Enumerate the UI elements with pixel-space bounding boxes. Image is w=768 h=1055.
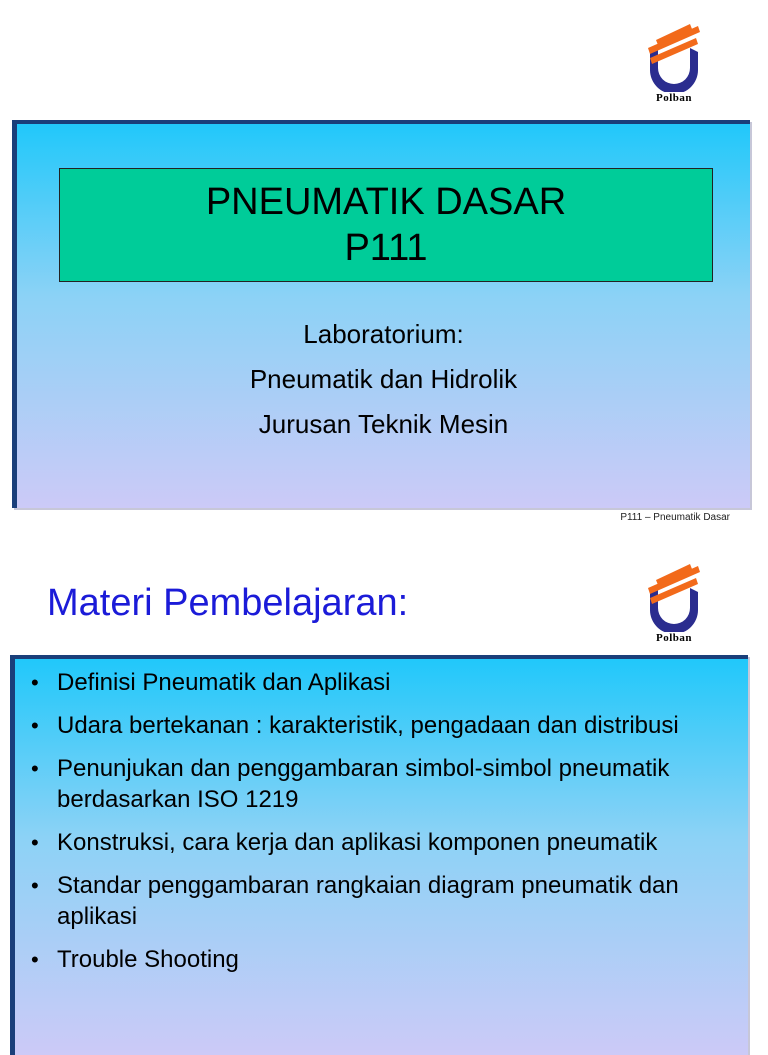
list-item-text: Penunjukan dan penggambaran simbol-simbol pneumatik berdasarkan ISO 1219 <box>57 755 670 813</box>
bullet-icon: • <box>31 756 39 781</box>
list-item <box>27 944 732 975</box>
bullet-icon: • <box>31 873 39 898</box>
topic-list <box>27 667 732 987</box>
polban-logo <box>636 18 712 112</box>
list-item-text: Standar penggambaran rangkaian diagram pneumatik dan aplikasi <box>57 872 679 930</box>
lab-info-line: Pneumatik dan Hidrolik <box>249 364 518 394</box>
list-item-text: Konstruksi, cara kerja dan aplikasi komponen pneumatik <box>57 829 658 856</box>
list-item <box>27 870 732 932</box>
lab-info <box>17 312 750 447</box>
list-item-text: Definisi Pneumatik dan Aplikasi <box>57 669 391 696</box>
polban-logo-icon <box>636 558 712 632</box>
lab-info-line: Jurusan Teknik Mesin <box>258 409 509 439</box>
content-panel <box>10 655 748 1055</box>
bullet-icon: • <box>31 713 39 738</box>
lab-info-line: Laboratorium: <box>303 319 464 349</box>
list-item <box>27 827 732 858</box>
bullet-icon: • <box>31 830 39 855</box>
list-item <box>27 753 732 815</box>
polban-logo <box>636 558 712 652</box>
bullet-icon: • <box>31 670 39 695</box>
title-slide-panel <box>12 120 750 508</box>
bullet-icon: • <box>31 947 39 972</box>
list-item <box>27 667 732 698</box>
logo-text: Polban <box>655 632 692 644</box>
slide-footer: P111 – Pneumatik Dasar <box>620 512 730 523</box>
course-title: PNEUMATIK DASAR <box>205 181 567 223</box>
list-item-text: Trouble Shooting <box>57 946 239 973</box>
logo-text: Polban <box>655 92 692 104</box>
section-heading: Materi Pembelajaran: <box>47 582 409 624</box>
list-item <box>27 710 732 741</box>
list-item-text: Udara bertekanan : karakteristik, pengadaan dan distribusi <box>57 712 679 739</box>
course-code: P111 <box>344 227 428 269</box>
title-box <box>59 168 713 282</box>
polban-logo-icon <box>636 18 712 92</box>
